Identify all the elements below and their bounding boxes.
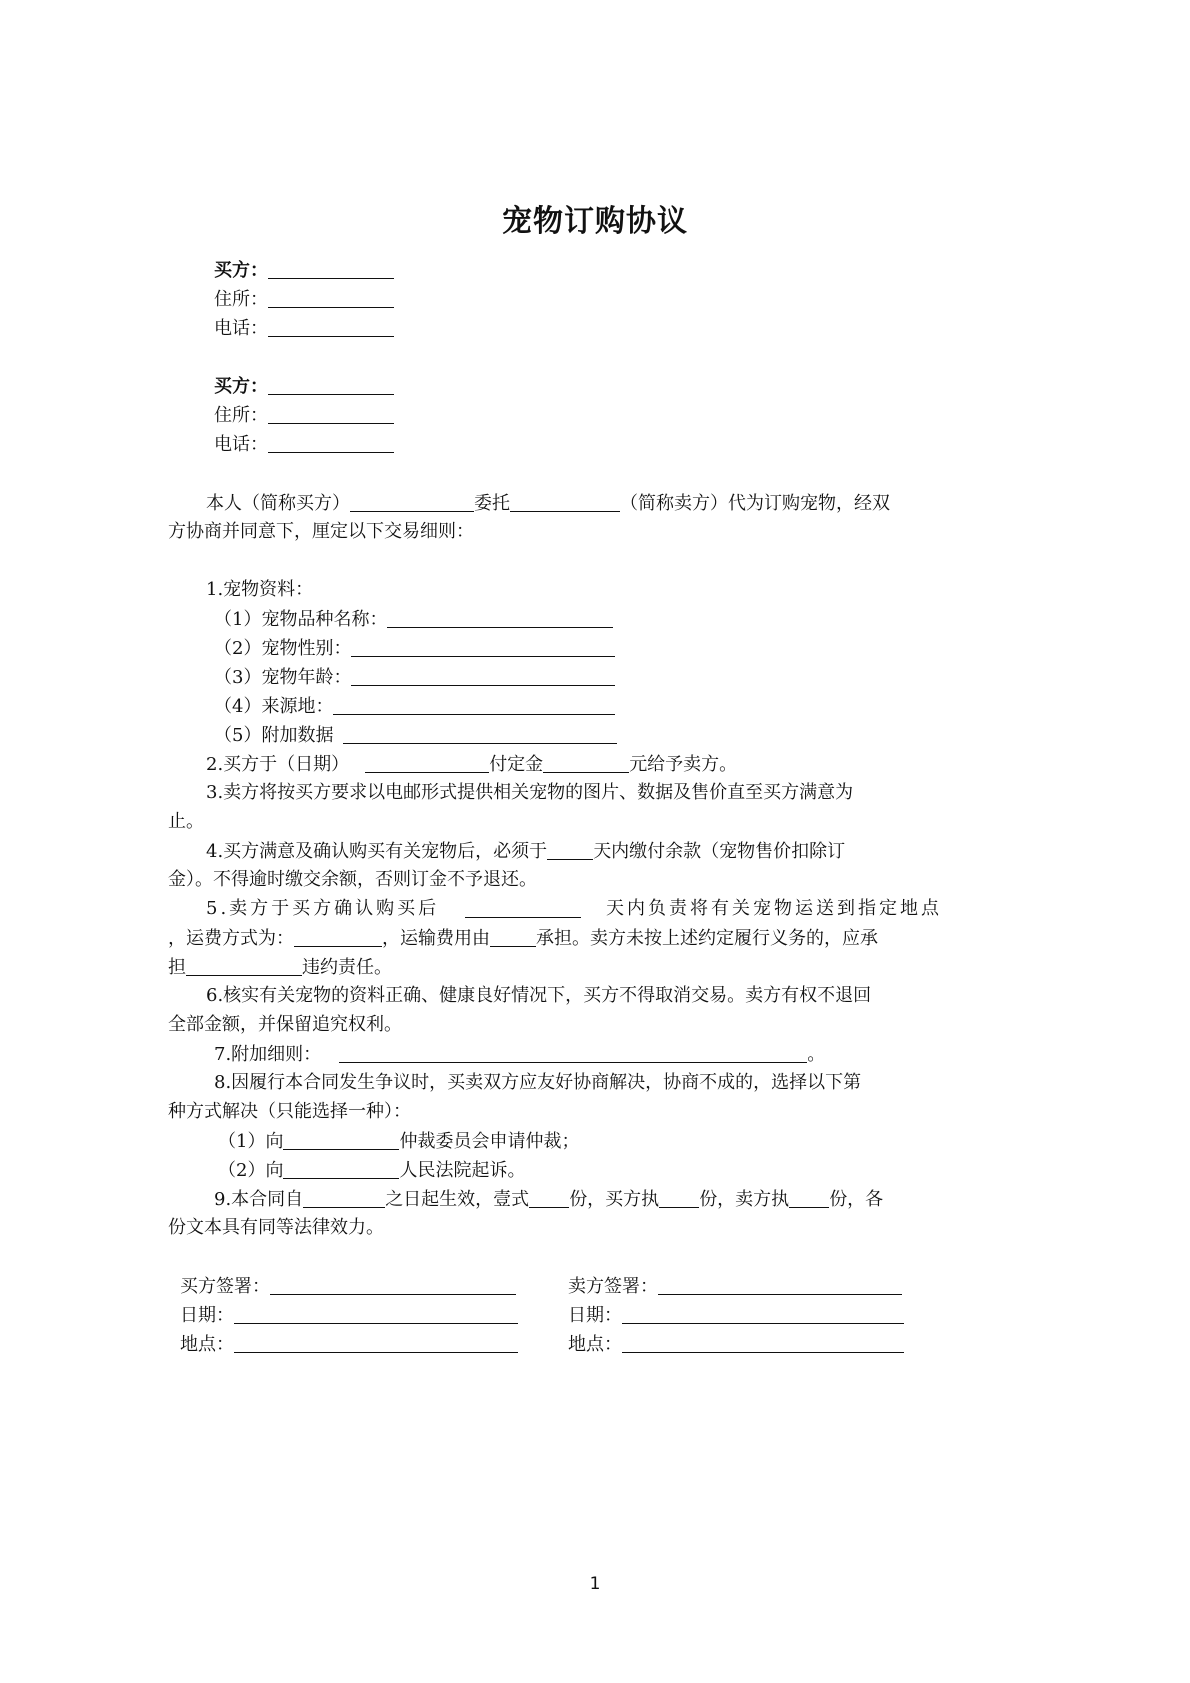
clause9-line-1 [214,1187,883,1212]
intro-line-1 [206,491,890,516]
clause2-text-3: 元给予卖方。 [629,754,738,775]
pet-extra-data-blank[interactable] [343,723,617,744]
seller-copies-blank[interactable] [789,1187,829,1208]
party2-address-label: 住所： [214,405,268,426]
party2-phone-label: 电话： [214,434,268,455]
shipping-method-blank[interactable] [294,926,382,947]
clause5-text-6: 担 [168,957,186,978]
clause5-text-5: 承担。卖方未按上述约定履行义务的，应承 [536,928,878,949]
clause8-option-1-text-2: 仲裁委员会申请仲裁； [399,1131,580,1152]
court-blank[interactable] [283,1158,399,1179]
buyer-signature-row [180,1274,516,1299]
party2-buyer-label: 买方： [214,376,268,397]
clause4-line-1 [206,839,845,864]
clause1-item-2 [214,636,615,661]
clause8-option-2 [218,1158,525,1183]
clause1-heading: 1.宠物资料： [206,579,314,600]
clause2-text-2: 付定金 [489,754,544,775]
pet-age-blank[interactable] [351,665,615,686]
clause9-text-1: 9.本合同自 [214,1189,304,1210]
shipping-payer-blank[interactable] [490,926,536,947]
intro-text-1: 本人（简称买方） [206,493,350,514]
party1-phone-row [214,316,394,341]
pet-breed-blank[interactable] [387,607,613,628]
clause5-line-2 [168,926,878,951]
deposit-amount-blank[interactable] [543,752,629,773]
party2-address-blank[interactable] [268,403,394,424]
buyer-place-blank[interactable] [234,1332,518,1353]
deposit-date-blank[interactable] [365,752,489,773]
party1-buyer-blank[interactable] [268,258,394,279]
clause7-text-2: 。 [807,1044,826,1065]
party1-address-label: 住所： [214,289,268,310]
clause8-line-1: 8.因履行本合同发生争议时，买卖双方应友好协商解决，协商不成的，选择以下第 [214,1072,862,1093]
clause7-text-1: 7.附加细则： [214,1044,322,1065]
document-title: 宠物订购协议 [502,204,688,239]
clause1-item-2-label: （2）宠物性别： [214,638,352,659]
balance-days-blank[interactable] [547,839,593,860]
clause1-item-3-label: （3）宠物年龄： [214,667,352,688]
intro-text-2: 委托 [474,493,510,514]
party1-phone-blank[interactable] [268,316,394,337]
party1-buyer-row [214,258,394,283]
party2-buyer-blank[interactable] [268,374,394,395]
seller-place-label: 地点： [568,1334,622,1355]
seller-date-blank[interactable] [622,1303,904,1324]
delivery-days-blank[interactable] [465,897,581,918]
party1-address-blank[interactable] [268,287,394,308]
clause9-text-2: 之日起生效，壹式 [385,1189,530,1210]
intro-text-3: （简称卖方）代为订购宠物，经双 [620,493,890,514]
clause8-option-1 [218,1129,579,1154]
buyer-signature-label: 买方签署： [180,1276,270,1297]
clause6-line-1: 6.核实有关宠物的资料正确、健康良好情况下，买方不得取消交易。卖方有权不退回 [206,985,872,1006]
party2-buyer-row [214,374,394,399]
effective-date-blank[interactable] [303,1187,385,1208]
seller-place-blank[interactable] [622,1332,904,1353]
clause9-text-3: 份，买方执 [569,1189,660,1210]
clause8-option-2-text-1: （2）向 [218,1160,284,1181]
seller-signature-blank[interactable] [658,1274,902,1295]
clause5-line-3 [168,955,392,980]
clause5-text-1: 5.卖方于买方确认购买后 [206,898,440,919]
pet-gender-blank[interactable] [351,636,615,657]
intro-buyer-blank[interactable] [350,491,474,512]
seller-date-row [568,1303,904,1328]
clause2 [206,752,737,777]
clause5-text-4: ，运输费用由 [382,928,490,949]
party1-address-row [214,287,394,312]
clause1-item-5 [214,723,617,748]
clause7 [214,1042,825,1067]
clause8-option-1-text-1: （1）向 [218,1131,284,1152]
buyer-date-row [180,1303,518,1328]
party1-phone-label: 电话： [214,318,268,339]
seller-signature-row [568,1274,902,1299]
clause5-text-3: ，运费方式为： [168,928,294,949]
clause5-text-7: 违约责任。 [302,957,392,978]
clause1-item-4 [214,694,615,719]
clause4-text-2: 天内缴付余款（宠物售价扣除订 [593,841,846,862]
arbitration-committee-blank[interactable] [283,1129,399,1150]
buyer-date-blank[interactable] [234,1303,518,1324]
buyer-signature-blank[interactable] [270,1274,516,1295]
copies-total-blank[interactable] [529,1187,569,1208]
clause8-line-2: 种方式解决（只能选择一种）： [168,1101,411,1122]
clause9-line-2: 份文本具有同等法律效力。 [168,1217,384,1238]
intro-seller-blank[interactable] [510,491,620,512]
seller-date-label: 日期： [568,1305,622,1326]
party2-phone-row [214,432,394,457]
clause8-option-2-text-2: 人民法院起诉。 [399,1160,526,1181]
clause9-text-4: 份，卖方执 [699,1189,790,1210]
clause2-text-1: 2.买方于（日期） [206,754,350,775]
clause6-line-2: 全部金额，并保留追究权利。 [168,1014,402,1035]
clause5-text-2: 天内负责将有关宠物运送到指定地点 [606,898,942,919]
clause4-line-2: 金）。不得逾时缴交余额，否则订金不予退还。 [168,869,537,890]
intro-line-2: 方协商并同意下，厘定以下交易细则： [168,521,474,542]
party2-address-row [214,403,394,428]
clause9-text-5: 份，各 [829,1189,884,1210]
additional-terms-blank[interactable] [339,1042,807,1063]
seller-signature-label: 卖方签署： [568,1276,658,1297]
clause1-item-1-label: （1）宠物品种名称： [214,609,388,630]
buyer-date-label: 日期： [180,1305,234,1326]
breach-liability-blank[interactable] [186,955,302,976]
buyer-copies-blank[interactable] [659,1187,699,1208]
clause1-item-4-label: （4）来源地： [214,696,334,717]
page-number: 1 [589,1574,601,1594]
buyer-place-row [180,1332,518,1357]
clause3-line-2: 止。 [168,811,204,832]
clause3-line-1: 3.卖方将按买方要求以电邮形式提供相关宠物的图片、数据及售价直至买方满意为 [206,782,854,803]
party1-buyer-label: 买方： [214,260,268,281]
clause4-text-1: 4.买方满意及确认购买有关宠物后，必须于 [206,841,548,862]
clause1-item-3 [214,665,615,690]
buyer-place-label: 地点： [180,1334,234,1355]
clause5-line-1 [206,897,942,921]
pet-origin-blank[interactable] [333,694,615,715]
clause1-item-1 [214,607,613,632]
party2-phone-blank[interactable] [268,432,394,453]
seller-place-row [568,1332,904,1357]
clause1-item-5-label: （5）附加数据 [214,725,334,746]
